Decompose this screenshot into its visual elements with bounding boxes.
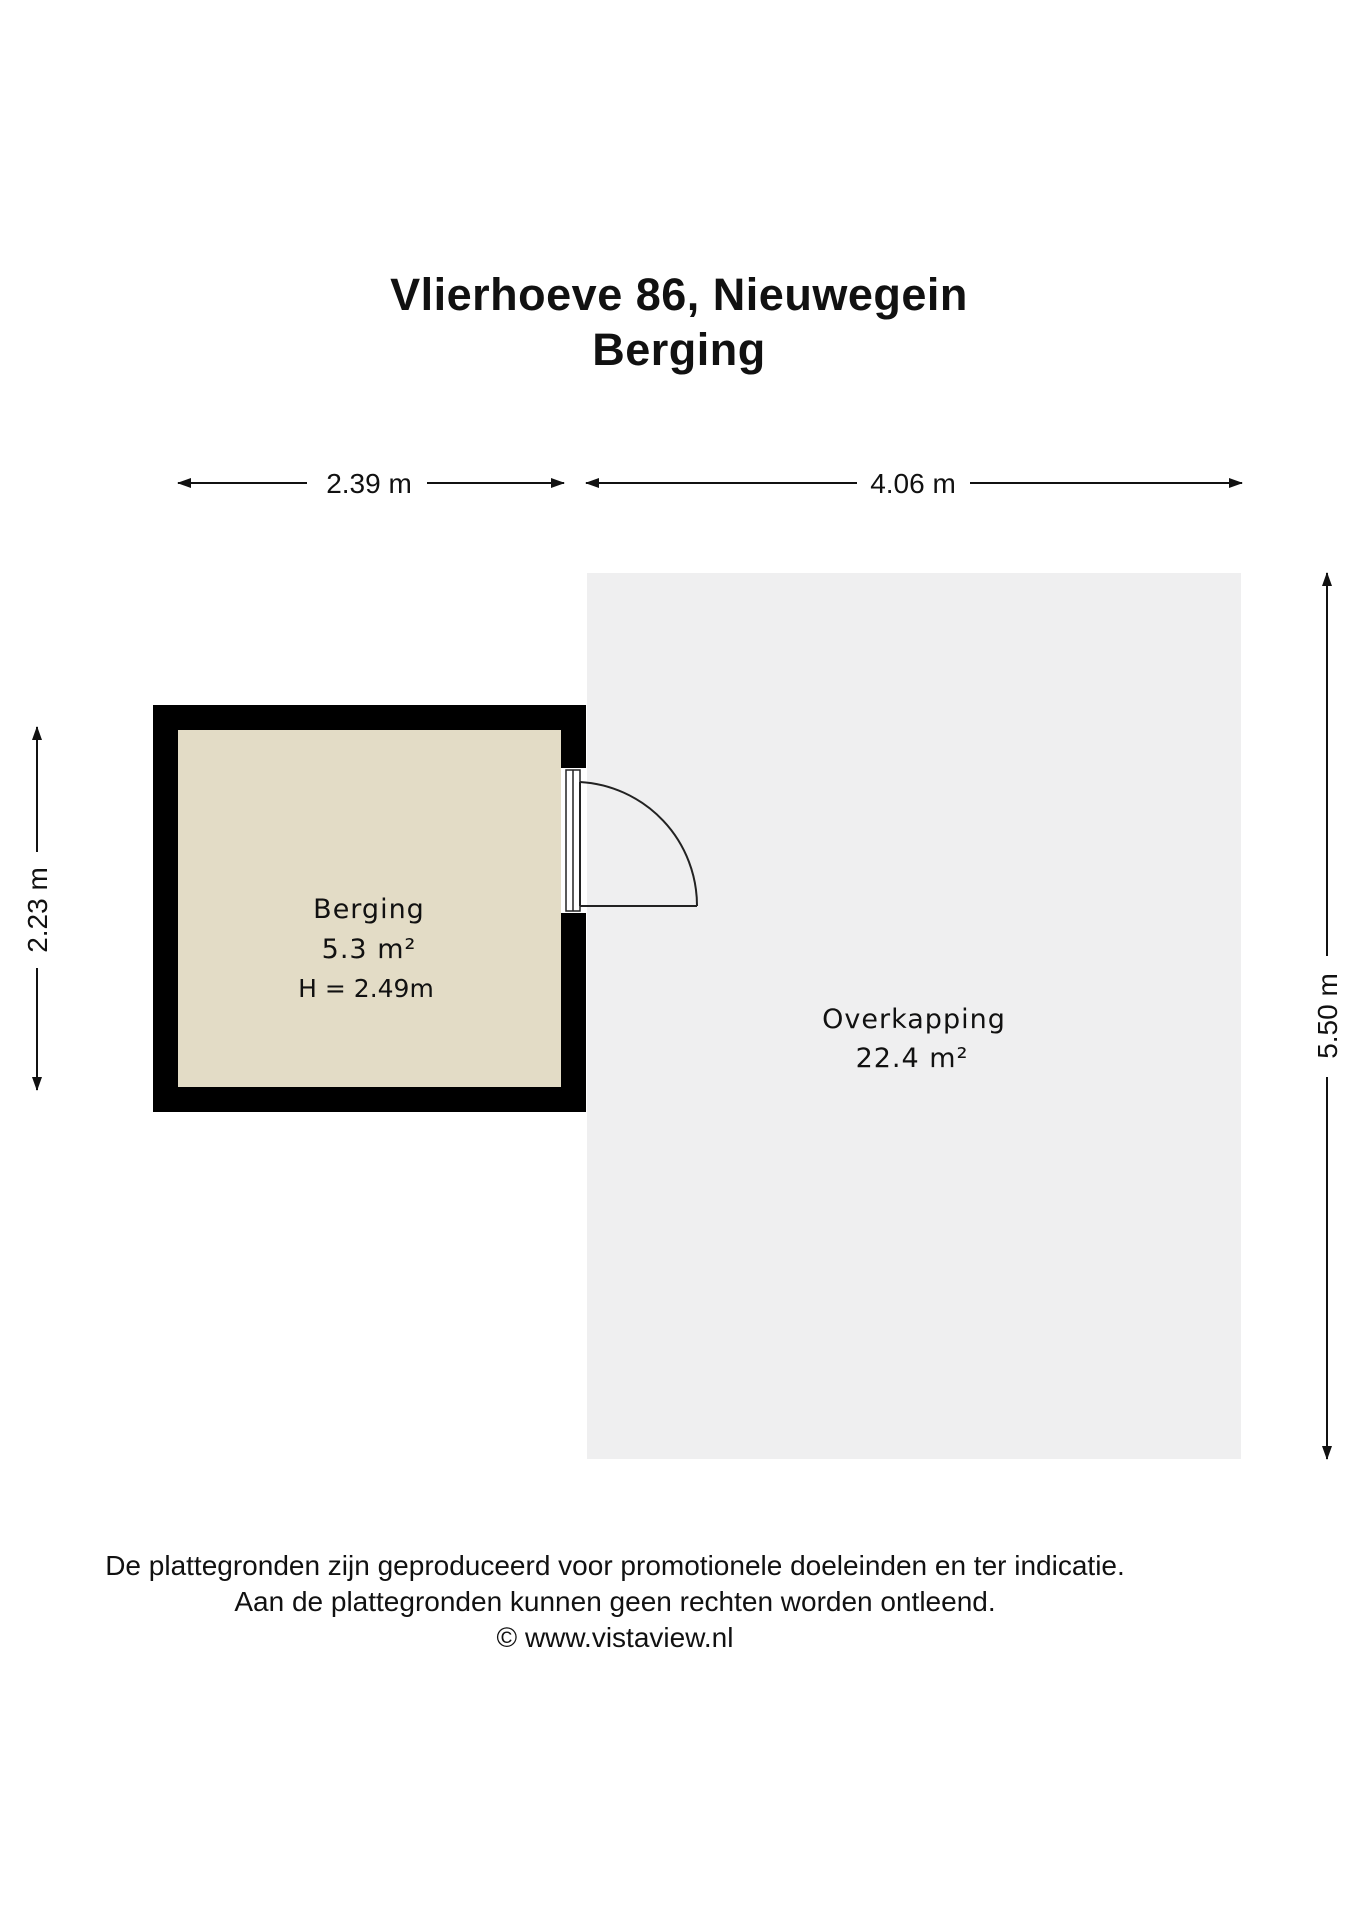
- berging-area: 5.3 m²: [321, 934, 417, 965]
- dimension-right-label: 5.50 m: [1312, 973, 1343, 1059]
- dimension-left: [22, 727, 53, 1090]
- plan-subtitle: Berging: [592, 324, 766, 375]
- disclaimer-line-2: Aan de plattegronden kunnen geen rechten worden ontleend.: [234, 1586, 996, 1617]
- overkapping-area: 22.4 m²: [855, 1043, 969, 1074]
- overkapping-name: Overkapping: [822, 1004, 1006, 1035]
- dimension-top-right: [586, 468, 1242, 499]
- dimension-top-left: [178, 468, 564, 499]
- copyright-text: © www.vistaview.nl: [496, 1622, 734, 1653]
- dimension-top-right-label: 4.06 m: [870, 468, 956, 499]
- dimension-top-left-label: 2.39 m: [326, 468, 412, 499]
- berging-name: Berging: [313, 894, 425, 925]
- dimension-left-label: 2.23 m: [22, 867, 53, 953]
- berging-height: H = 2.49m: [298, 974, 434, 1003]
- disclaimer-line-1: De plattegronden zijn geproduceerd voor promotionele doeleinden en ter indicatie.: [105, 1550, 1125, 1581]
- dimension-right: [1312, 573, 1343, 1459]
- plan-title: Vlierhoeve 86, Nieuwegein: [390, 269, 968, 320]
